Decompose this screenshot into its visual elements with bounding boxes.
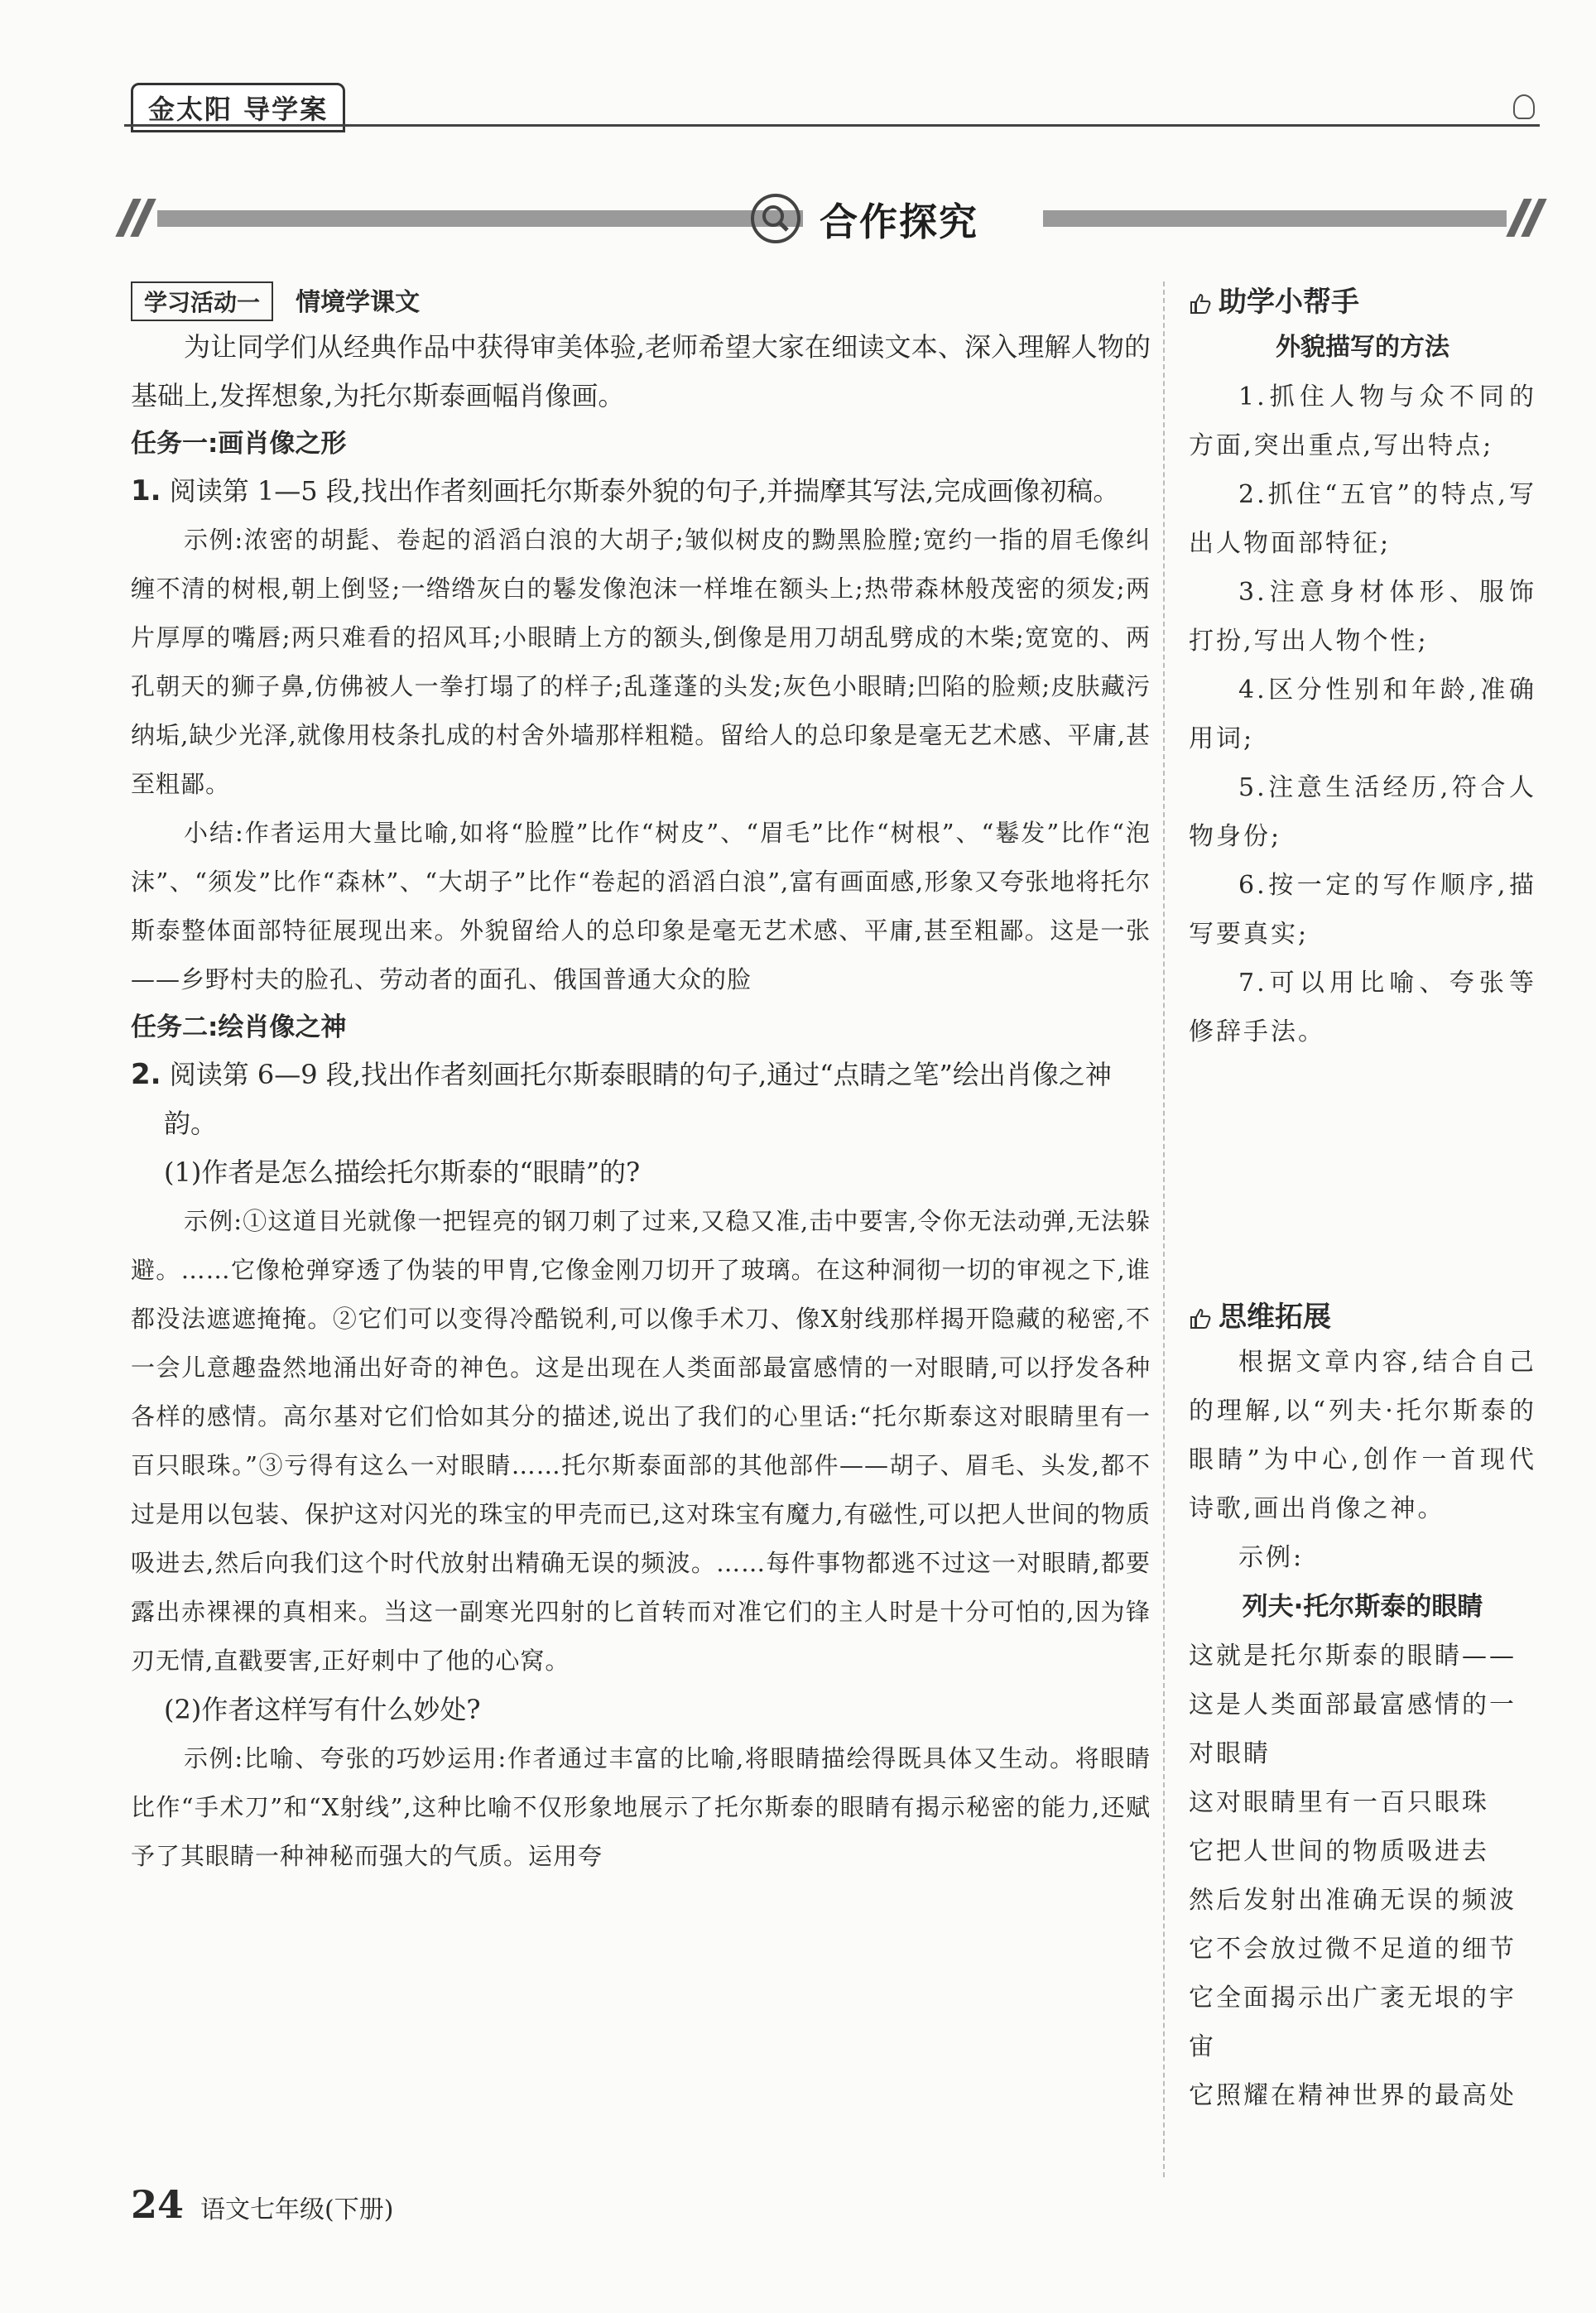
help-subtitle: 外貌描写的方法 — [1276, 333, 1449, 362]
task2-question — [131, 1051, 1151, 1148]
banner-band-left — [157, 210, 803, 227]
activity-heading — [131, 281, 1151, 316]
tip-item: 4.区分性别和年龄,准确用词; — [1189, 676, 1536, 753]
lightbulb-icon — [1513, 94, 1535, 119]
poem-line: 这是人类面部最富感情的一对眼睛 — [1189, 1690, 1517, 1768]
poem-line: 然后发射出准确无误的频波 — [1189, 1886, 1517, 1915]
tip-item: 5.注意生活经历,符合人物身份; — [1189, 773, 1536, 851]
poem-line: 这对眼睛里有一百只眼珠 — [1189, 1788, 1489, 1817]
section-banner — [124, 192, 1540, 245]
question-number: 1. — [131, 474, 161, 507]
poem-line: 它全面揭示出广袤无垠的宇宙 — [1189, 1984, 1517, 2061]
expand-heading — [1189, 1296, 1536, 1338]
activity-title: 情境学课文 — [296, 288, 421, 317]
task2-subquestion-2: (2)作者这样写有什么妙处? — [164, 1694, 481, 1725]
task1-example: 示例:浓密的胡髭、卷起的滔滔白浪的大胡子;皱似树皮的黝黑脸膛;宽约一指的眉毛像纠缠不清的树根,朝上倒竖;一绺绺灰白的鬈发像泡沫一样堆在额头上;热带森林般茂密的须发;两片厚厚的嘴唇;两只难看的招风耳;小眼睛上方的额头,倒像是用刀胡乱劈成的木柴;宽宽的、两孔朝天的狮子鼻,仿佛被人一拳打塌了的样子;乱蓬蓬的头发;灰色小眼睛;凹陷的脸颊;皮肤藏污纳垢,缺少光泽,就像用枝条扎成的村舍外墙那样粗糙。留给人的总印象是毫无艺术感、平庸,甚至粗鄙。 — [131, 526, 1151, 798]
sidebar — [1189, 281, 1536, 2120]
poem-line: 这就是托尔斯泰的眼睛—— — [1189, 1642, 1517, 1671]
column-divider — [1163, 281, 1165, 2177]
task1-title: 任务一:画肖像之形 — [131, 429, 347, 459]
task2-title: 任务二:绘肖像之神 — [131, 1012, 347, 1042]
page-header — [124, 76, 1540, 126]
task1-question — [131, 467, 1151, 516]
thumbs-up-icon — [1189, 1307, 1212, 1330]
example-label: 示例: — [1238, 1543, 1305, 1572]
page-footer — [131, 2182, 393, 2227]
poem-line: 它不会放过微不足道的细节 — [1189, 1935, 1517, 1964]
poem-line: 它照耀在精神世界的最高处 — [1189, 2081, 1517, 2110]
task1-summary: 小结:作者运用大量比喻,如将“脸膛”比作“树皮”、“眉毛”比作“树根”、“鬈发”比作“泡沫”、“须发”比作“森林”、“大胡子”比作“卷起的滔滔白浪”,富有画面感,形象又夸张地将托尔斯泰整体面部特征展现出来。外貌留给人的总印象是毫无艺术感、平庸,甚至粗鄙。这是一张——乡野村夫的脸孔、劳动者的面孔、俄国普通大众的脸 — [131, 819, 1151, 993]
section-title: 合作探究 — [820, 200, 978, 244]
tip-item: 6.按一定的写作顺序,描写要真实; — [1189, 871, 1536, 949]
question-number: 2. — [131, 1058, 161, 1091]
main-column — [131, 281, 1151, 1881]
tip-item: 1.抓住人物与众不同的方面,突出重点,写出特点; — [1189, 382, 1536, 460]
brand-label: 金太阳 导学案 — [131, 83, 345, 132]
header-rule — [124, 124, 1540, 127]
banner-band-right — [1043, 210, 1507, 227]
tip-item: 2.抓住“五官”的特点,写出人物面部特征; — [1189, 480, 1536, 558]
tip-item: 7.可以用比喻、夸张等修辞手法。 — [1189, 969, 1536, 1046]
question-text: 阅读第 1—5 段,找出作者刻画托尔斯泰外貌的句子,并揣摩其写法,完成画像初稿。 — [169, 475, 1120, 507]
poem-line: 它把人世间的物质吸进去 — [1189, 1837, 1489, 1866]
thumbs-up-icon — [1189, 292, 1212, 315]
intro-paragraph: 为让同学们从经典作品中获得审美体验,老师希望大家在细读文本、深入理解人物的基础上,发挥想象,为托尔斯泰画幅肖像画。 — [131, 331, 1151, 411]
page-number: 24 — [131, 2182, 185, 2227]
help-title: 助学小帮手 — [1219, 286, 1359, 319]
task2-example-2: 示例:比喻、夸张的巧妙运用:作者通过丰富的比喻,将眼睛描绘得既具体又生动。将眼睛比作“手术刀”和“X射线”,这种比喻不仅形象地展示了托尔斯泰的眼睛有揭示秘密的能力,还赋予了其眼睛一种神秘而强大的气质。运用夸 — [131, 1744, 1151, 1870]
expand-title: 思维拓展 — [1219, 1301, 1331, 1334]
activity-tag: 学习活动一 — [131, 281, 273, 321]
task2-example-1: 示例:①这道目光就像一把锃亮的钢刀刺了过来,又稳又准,击中要害,令你无法动弹,无法躲避。……它像枪弹穿透了伪装的甲胄,它像金刚刀切开了玻璃。在这种洞彻一切的审视之下,谁都没法遮遮掩掩。②它们可以变得冷酷锐利,可以像手术刀、像X射线那样揭开隐藏的秘密,不一会儿意趣盎然地涌出好奇的神色。这是出现在人类面部最富感情的一对眼睛,可以抒发各种各样的感情。高尔基对它们恰如其分的描述,说出了我们的心里话:“托尔斯泰这对眼睛里有一百只眼珠。”③亏得有这么一对眼睛……托尔斯泰面部的其他部件——胡子、眉毛、头发,都不过是用以包装、保护这对闪光的珠宝的甲壳而已,这对珠宝有魔力,有磁性,可以把人世间的物质吸进去,然后向我们这个时代放射出精确无误的频波。……每件事物都逃不过这一对眼睛,都要露出赤裸裸的真相来。当这一副寒光四射的匕首转而对准它们的主人时是十分可怕的,因为锋刃无情,直戳要害,正好刺中了他的心窝。 — [131, 1207, 1151, 1675]
poem-title: 列夫·托尔斯泰的眼睛 — [1242, 1592, 1483, 1622]
expand-text: 根据文章内容,结合自己的理解,以“列夫·托尔斯泰的眼睛”为中心,创作一首现代诗歌,画出肖像之神。 — [1189, 1348, 1536, 1523]
help-heading — [1189, 281, 1536, 323]
magnifier-icon — [749, 192, 802, 245]
book-title: 语文七年级(下册) — [200, 2195, 394, 2224]
tip-item: 3.注意身材体形、服饰打扮,写出人物个性; — [1189, 578, 1536, 656]
question-text: 阅读第 6—9 段,找出作者刻画托尔斯泰眼睛的句子,通过“点睛之笔”绘出肖像之神韵。 — [164, 1059, 1112, 1139]
task2-subquestion-1: (1)作者是怎么描绘托尔斯泰的“眼睛”的? — [164, 1156, 641, 1188]
